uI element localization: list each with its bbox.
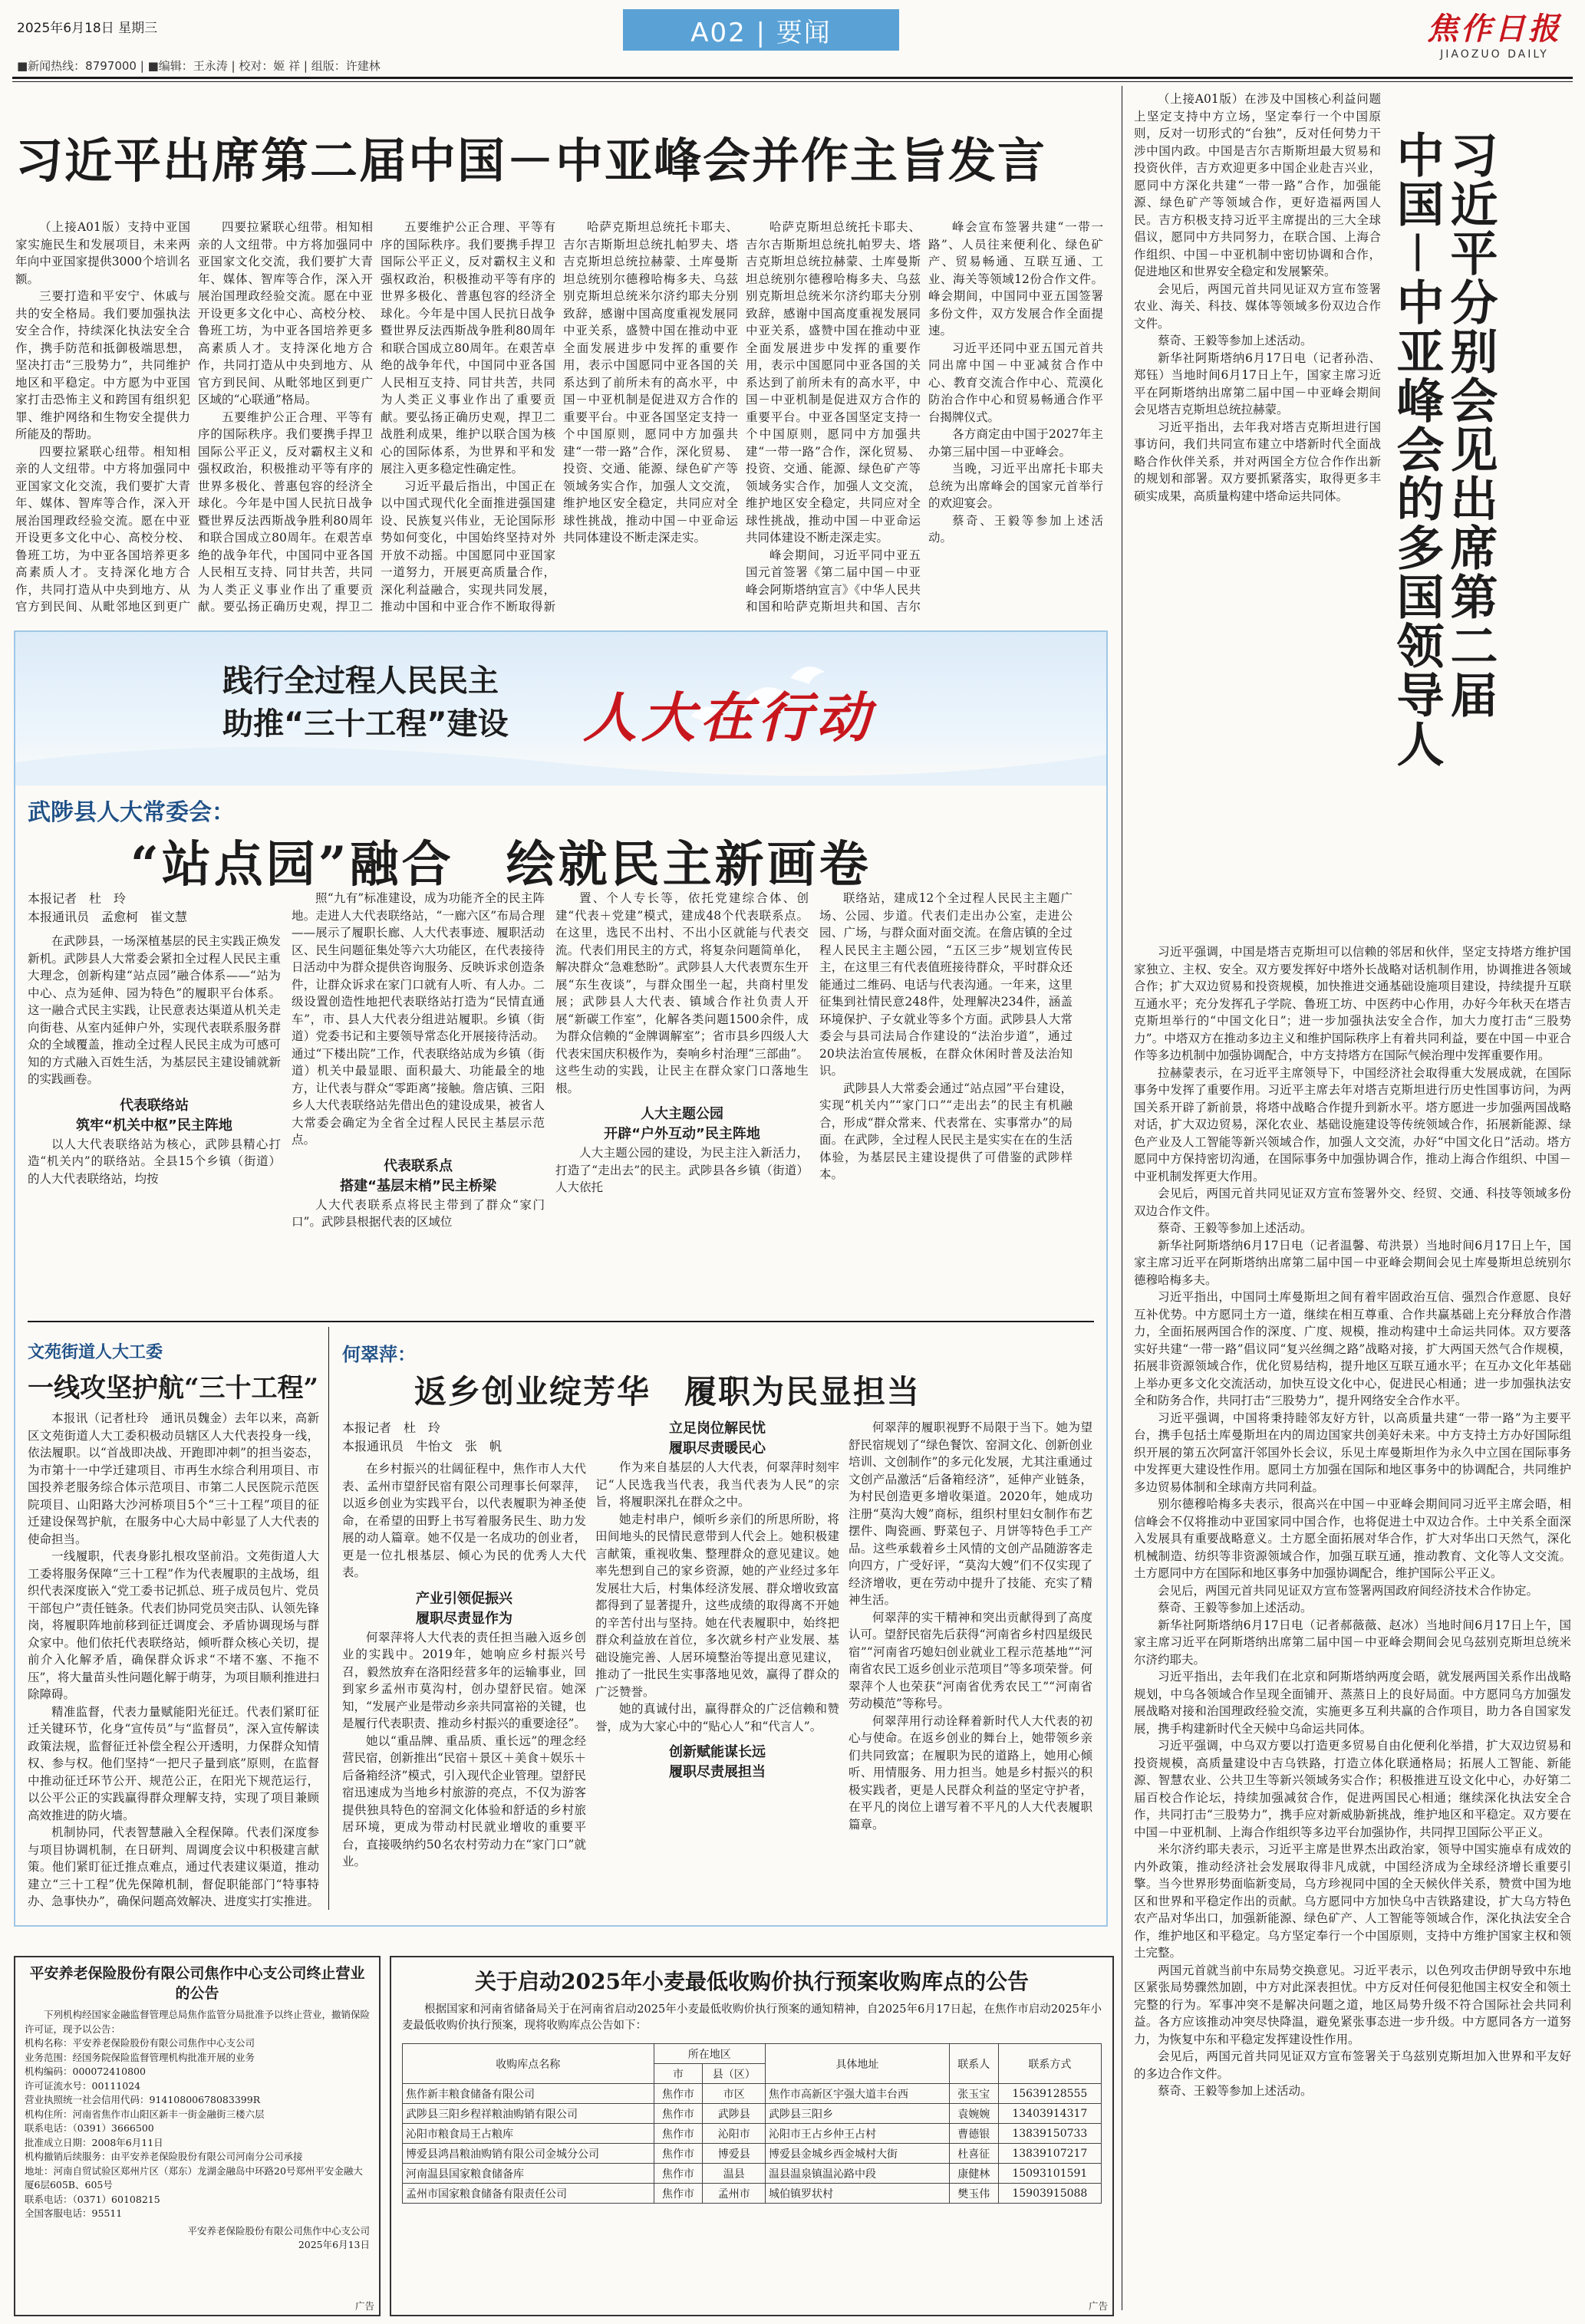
section-subheading: 搭建“基层末梢”民主桥梁: [340, 1177, 496, 1194]
header-rule-thin: [12, 81, 1573, 82]
right-article-paragraph: 习近平强调，中国将秉持睦邻友好方针，以高质量共建“一带一路”为主要平台，携手包括土库曼斯坦在内的周边国家共创美好未来。中方支持土方办好国际组织开展的第五次阿富汗邻国外长会议，乐见土库曼斯坦作为永久中立国在国际事务中发挥更大建设性作用。愿同土方加强在国际和地区事务中的协调配合，共同维护多边贸易体制和全球南方共同利益。: [1134, 1411, 1571, 1494]
wheat-notice-title: 关于启动2025年小麦最低收购价执行预案收购库点的公告: [475, 1969, 1029, 1994]
right-article-paragraph: 会见后，两国元首共同见证双方宣布签署两国政府间经济技术合作协定。: [1158, 1583, 1539, 1598]
author-line: 本报通讯员 孟愈柯 崔文慧: [28, 910, 188, 924]
table-cell: 孟州市国家粮食储备有限责任公司: [403, 2184, 654, 2204]
hecuiping-column: [342, 1419, 586, 1910]
table-row: [403, 2084, 1102, 2104]
notice-line: 联系电话：（0371）60108215: [25, 2193, 160, 2205]
table-cell: 袁婉婉: [949, 2104, 998, 2124]
ad-tag-right: 广告: [1088, 2299, 1108, 2312]
table-cell: 焦作市: [654, 2184, 703, 2204]
table-cell: 博爱县金城乡西金城村大街: [766, 2144, 950, 2164]
table-cell: 15903915088: [998, 2184, 1101, 2204]
table-cell: 武陟县三阳乡程祥粮油购销有限公司: [403, 2104, 654, 2124]
insurance-notice-ad: [14, 1956, 381, 2316]
hecuiping-paragraph: 何翠萍的履职视野不局限于当下。她为望舒民宿规划了“绿色餐饮、窑洞文化、创新创业培训、文创制作”的多元化发展，尤其注重通过文创产品激活“后备箱经济”，延伸产业链条，为村民创造更多增收渠道。2020年，她成功注册“莫沟大嫂”商标，组织村里妇女制作布艺摆件、陶瓷画、野菜包子、月饼等特色手工产品。这些承载着乡土风情的文创产品随游客走向四方，广受好评，“莫沟大嫂”们不仅实现了经济增收，更在劳动中提升了技能、充实了精神生活。: [849, 1420, 1092, 1607]
author-line: 本报记者 杜 玲: [28, 891, 127, 906]
right-article-paragraph: 会见后，两国元首共同见证双方宣布签署外交、经贸、交通、科技等领域多份双边合作文件。: [1134, 1187, 1571, 1218]
main-article-column: [198, 219, 373, 617]
table-header: 联系人: [949, 2044, 998, 2084]
notice-line: 联系电话：（0391）3666500: [25, 2122, 154, 2134]
section-heading: 产业引领促振兴: [416, 1590, 512, 1607]
table-cell: 博爱县鸿昌粮油购销有限公司金城分公司: [403, 2144, 654, 2164]
right-headline-line1: 习近平分别会见出席第二届: [1442, 130, 1498, 719]
hecuiping-paragraph: 何翠萍的实干精神和突出贡献得到了高度认可。望舒民宿先后获得“河南省乡村四星级民宿”“河南省巧媳妇创业就业工程示范基地”“河南省农民工返乡创业示范项目”等多项荣誉。何翠萍个人也荣获“河南省优秀农民工”“河南省劳动模范”等称号。: [849, 1610, 1092, 1710]
feature-paragraph: 联络站，建成12个全过程人民民主主题广场、公园、步道。代表们走出办公室，走进公园、广场，与群众面对面交流。在詹店镇的全过程人民民主主题公园，“五区三步”规划宣传民主，在这里三有代表值班接待群众，平时群众还能通过二维码、电话与代表沟通。一年来，这里征集到社情民意248件，处理解决234件，涵盖环境保护、子女就业等多个方面。武陟县人大常委会与县司法局合作建设的“法治步道”，通过20块法治宣传展板，在群众休闲时普及法治知识。: [819, 891, 1073, 1078]
main-article-paragraph: （上接A01版）支持中亚国家实施民生和发展项目，未来两年向中亚国家提供3000个培训名额。: [15, 220, 190, 286]
wheat-notice-ad: [390, 1956, 1114, 2316]
wheat-notice-body: 根据国家和河南省储备局关于在河南省启动2025年小麦最低收购价执行预案的通知精神，自2025年6月17日起，在焦作市启动2025年小麦最低收购价执行预案，现将收购库点公告如下：: [402, 2003, 1102, 2032]
issue-date: 2025年6月18日 星期三: [17, 21, 158, 36]
table-cell: 樊玉伟: [949, 2184, 998, 2204]
main-article-paragraph: 习近平最后指出，中国正在以中国式现代化全面推进强国建设、民族复兴伟业，无论国际形势如何变化，中国始终坚持对外开放不动摇。中国愿同中亚国家一道努力，开展更高质量合作，深化利益融合，实现共同发展，推动中国和中亚合作不断取得新: [381, 479, 555, 614]
table-header: 联系方式: [998, 2044, 1101, 2084]
section-subheading: 履职尽责显作为: [416, 1610, 512, 1627]
main-article-paragraph: 峰会宣布签署共建“一带一路”、人员往来便利化、绿色矿产、贸易畅通、互联互通、工业、海关等领域12份合作文件。峰会期间，中国同中亚五国签署多份文件，双方发展合作全面提速。: [928, 220, 1103, 337]
table-cell: 康健林: [949, 2164, 998, 2184]
table-cell: 焦作市: [654, 2124, 703, 2144]
notice-line: 机构住所：河南省焦作市山阳区新丰一街金融街三楼六层: [25, 2108, 265, 2120]
header-rule: [12, 77, 1573, 79]
main-article-column: [928, 219, 1103, 617]
notice-line: 业务范围：经国务院保险监督管理机构批准开展的业务: [25, 2051, 255, 2063]
table-header: 收购库点名称: [403, 2044, 654, 2084]
right-article-paragraph: 会见后，两国元首共同见证双方宣布签署关于乌兹别克斯坦加入世界和平友好的多边合作文件。: [1134, 2049, 1571, 2081]
notice-line: 营业执照统一社会信用代码：91410800678083399R: [25, 2094, 261, 2105]
right-article-paragraph: 米尔济约耶夫表示，习近平主席是世界杰出政治家，领导中国实施卓有成效的内外政策，推动经济社会发展取得非凡成就，中国经济成为全球经济增长重要引擎。当今世界形势面临新变局，乌方珍视同中国的全天候伙伴关系，赞赏中国为地区和世界和平稳定作出的贡献。乌方愿同中方加快乌中吉铁路建设，扩大乌方特色农产品对华出口，加强新能源、绿色矿产、人工智能等领域合作，深化执法安全合作，维护地区和平稳定。乌方坚定奉行一个中国原则，支持中方维护国家主权和领土完整。: [1134, 1842, 1571, 1960]
feature-headline: “站点园”融合 绘就民主新画卷: [130, 836, 872, 894]
notice-line: 批准成立日期：2008年6月11日: [25, 2136, 163, 2148]
right-article-paragraph: 习近平指出，中国同土库曼斯坦之间有着牢固政治互信、强烈合作意愿、良好互补优势。中方愿同土方一道，继续在相互尊重、合作共赢基础上充分释放合作潜力，全面拓展两国合作的深度、广度、规模，推动构建中土命运共同体。双方要落实好共建“一带一路”倡议同“复兴丝绸之路”战略对接，扩大两国天然气合作规模，拓展非资源领域合作，优化贸易结构，提升地区互联互通水平；在互办文化年基础上举办更多文化交流活动，加快互设文化中心，促进民心相通；进一步加强执法安全和防务合作，共同打击“三股势力”，提升网络安全合作水平。: [1134, 1290, 1571, 1407]
author-line: 本报记者 杜 玲: [342, 1420, 441, 1435]
table-header: 县（区）: [703, 2064, 766, 2084]
wanyuan-paragraph: 一线履职，代表身影扎根攻坚前沿。文苑街道人大工委将服务保障“三十工程”作为代表履职的主战场，组织代表深度嵌入“党工委书记抓总、班子成员包片、党员干部包户”责任链条。代表们协同党员突击队、认领先锋岗，将履职阵地前移到征迁调度会、矛盾协调现场与群众家中。他们依托代表联络站，倾听群众核心关切，提前介入化解矛盾，确保群众诉求“不堵不塞、不拖不压”，将大量苗头性问题化解于萌芽，为项目顺利推进扫除障碍。: [28, 1549, 319, 1701]
main-article-paragraph: 三要打造和平安宁、休戚与共的安全格局。我们要加强执法安全合作，持续深化执法安全合作，携手防范和抵御极端思想，坚决打击“三股势力”，共同维护地区和平稳定。中方愿为中亚国家打击恐怖主义和跨国有组织犯罪、维护网络和生物安全提供力所能及的帮助。: [15, 289, 190, 441]
table-cell: 武陟县: [703, 2104, 766, 2124]
notice-line: 地址：河南自贸试验区郑州片区（郑东）龙湖金融岛中环路20号郑州平安金融大厦6层605B、605号: [25, 2164, 363, 2191]
wanyuan-article: [28, 1410, 319, 1908]
right-article-paragraph: 新华社阿斯塔纳6月17日电（记者温馨、苟洪景）当地时间6月17日上午，国家主席习近平在阿斯塔纳出席第二届中国－中亚峰会期间会见土库曼斯坦总统别尔德穆哈梅多夫。: [1134, 1238, 1571, 1287]
right-article-paragraph: 蔡奇、王毅等参加上述活动。: [1158, 1601, 1313, 1615]
logo-title: 焦作日报: [1427, 11, 1562, 47]
feature-column: [292, 890, 545, 1312]
main-article-paragraph: 四要拉紧联心纽带。相知相亲的人文纽带。中方将加强同中亚国家文化交流，我们要扩大青年、媒体、智库等合作，深入开展治国理政经验交流。愿在中亚开设更多文化中心、高校分校、鲁班工坊，为中亚各国培养更多高素质人才。支持深化地方合作，共同打造从中央到地方、从官方到民间、从毗邻地区到更广: [15, 444, 190, 614]
right-article-paragraph: 新华社阿斯塔纳6月17日电（记者孙浩、郑钰）当地时间6月17日上午，国家主席习近平在阿斯塔纳出席第二届中国－中亚峰会期间会见塔吉克斯坦总统拉赫蒙。: [1134, 351, 1381, 416]
main-article-column: [15, 219, 190, 617]
hecuiping-column: [595, 1419, 839, 1910]
editor-byline: ■新闻热线：8797000 | ■编辑：王永涛 | 校对：姬 祥 | 组版：许建林: [17, 59, 381, 73]
right-article-column-top: [1134, 91, 1381, 942]
table-cell: 13839150733: [998, 2124, 1101, 2144]
table-cell: 曹德银: [949, 2124, 998, 2144]
feature-banner-script: 人大在行动: [583, 686, 875, 749]
feature-paragraph: 在武陟县，一场深植基层的民主实践正焕发新机。武陟县人大常委会紧扣全过程人民民主重大理念，创新构建“站点园”融合体系——“站为中心、点为延伸、园为特色”的履职平台体系。这一融合式民主实践，让民意表达渠道从机关走向街巷、从室内延伸户外，实现代表联系服务群众的全域覆盖，推动全过程人民民主成为可感可知的方式融入百姓生活，为基层民主建设铺就新的实践画卷。: [28, 934, 281, 1086]
table-cell: 博爱县: [703, 2144, 766, 2164]
right-article-paragraph: 新华社阿斯塔纳6月17日电（记者郝薇薇、赵冰）当地时间6月17日上午，国家主席习近平在阿斯塔纳出席第二届中国－中亚峰会期间会见乌兹别克斯坦总统米尔济约耶夫。: [1134, 1618, 1571, 1667]
section-subheading: 履职尽责展担当: [669, 1764, 766, 1780]
table-row: [403, 2184, 1102, 2204]
right-article-paragraph: 习近平强调，中乌双方要以打造更多贸易自由化便利化举措，扩大双边贸易和投资规模，高质量建设中吉乌铁路，打造立体化联通格局；拓展人工智能、新能源、智慧农业、公共卫生等新兴领域务实合作；积极推进互设文化中心，办好第二届百校合作论坛，持续加强减贫合作，促进两国民心相通；继续深化执法安全合作，共同打击“三股势力”，携手应对新威胁新挑战，维护地区和平稳定。双方要在中国－中亚机制、上海合作组织等多边平台加强协作，共同捍卫国际公平正义。: [1134, 1739, 1571, 1839]
notice-line: 许可证流水号：00111024: [25, 2079, 141, 2092]
table-cell: 城伯镇罗状村: [766, 2184, 950, 2204]
table-cell: 孟州市: [703, 2184, 766, 2204]
feature-column: [819, 890, 1073, 1312]
table-row: [403, 2164, 1102, 2184]
table-cell: 杜喜征: [949, 2144, 998, 2164]
table-cell: 沁阳市粮食局王占粮库: [403, 2124, 654, 2144]
notice-line: 机构编码：000072410800: [25, 2066, 146, 2077]
wanyuan-headline: 一线攻坚护航“三十工程”: [28, 1373, 319, 1404]
newspaper-logo: [1427, 5, 1562, 61]
banner-line-1: 践行全过程人民民主: [222, 663, 499, 699]
table-cell: 焦作新丰粮食储备有限公司: [403, 2084, 654, 2104]
feature-paragraph: 人大代表联系点将民主带到了群众“家门口”。武陟县根据代表的区域位: [292, 1197, 545, 1229]
section-heading: 创新赋能谋长远: [669, 1744, 766, 1760]
right-headline-line2: 中国－中亚峰会的多国领导人: [1389, 130, 1445, 769]
insurance-notice-body: 下列机构经国家金融监督管理总局焦作监管分局批准予以终止营业，撤销保险许可证，现予以公告：: [25, 2009, 371, 2035]
table-cell: 15639128555: [998, 2084, 1101, 2104]
hecuiping-column: [849, 1419, 1092, 1910]
table-cell: 焦作市: [654, 2144, 703, 2164]
table-cell: 沁阳市: [703, 2124, 766, 2144]
section-heading: 人大主题公园: [641, 1106, 723, 1122]
main-article-paragraph: 哈萨克斯坦总统托卡耶夫、吉尔吉斯斯坦总统扎帕罗夫、塔吉克斯坦总统拉赫蒙、土库曼斯坦总统别尔德穆哈梅多夫、乌兹别克斯坦总统米尔济约耶夫分别致辞，感谢中国高度重视发展同中亚关系，盛赞中国在推动中亚全面发展进步中发挥的重要作用，表示中国愿同中亚各国的关系达到了前所未有的高水平，中国－中亚机制是促进双方合作的重要平台。中亚各国坚定支持一个中国原则，愿同中方加强共建“一带一路”合作，深化贸易、投资、交通、能源、绿色矿产等领域务实合作，加强人文交流，维护地区安全稳定，共同应对全球性挑战，推动中国－中亚命运共同体建设不断走深走实。: [746, 220, 921, 545]
table-cell: 沁阳市王占乡仲王占村: [766, 2124, 950, 2144]
right-article-paragraph: 习近平强调，中国是塔吉克斯坦可以信赖的邻居和伙伴，坚定支持塔方维护国家独立、主权、安全。双方要发挥好中塔外长战略对话机制作用，协调推进各领域合作；扩大双边贸易和投资规模，加快推进交通基础设施项目建设，持续提升互联互通水平；充分发挥孔子学院、鲁班工坊、中医药中心作用，办好今年秋天在塔吉克斯坦举行的“中国文化日”；进一步加强执法安全合作，加大力度打击“三股势力”。中塔双方在推动多边主义和维护国际秩序上有着共同利益，要在中国－中亚合作等多边机制中加强协调配合，中方支持塔方在国际气候治理中发挥重要作用。: [1134, 945, 1571, 1062]
wheat-depot-table: [402, 2043, 1102, 2204]
table-cell: 温县: [703, 2164, 766, 2184]
feature-banner: [15, 632, 1106, 785]
section-heading: 代表联系点: [384, 1157, 453, 1174]
main-article-paragraph: 峰会期间，习近平同中亚五国元首签署《第二届中国－中亚峰会阿斯塔纳宣言》《中华人民共和国和哈萨克斯坦共和国、吉尔: [746, 548, 921, 614]
table-cell: 焦作市: [654, 2104, 703, 2124]
main-article-paragraph: 四要拉紧联心纽带。相知相亲的人文纽带。中方将加强同中亚国家文化交流，我们要扩大青年、媒体、智库等合作，深入开展治国理政经验交流。愿在中亚开设更多文化中心、高校分校、鲁班工坊，为中亚各国培养更多高素质人才。支持深化地方合作，共同打造从中央到地方、从官方到民间、从毗邻地区到更广区域的“心联通”格局。: [198, 220, 373, 407]
feature-separator: [28, 1321, 1094, 1322]
hecuiping-kicker: 何翠萍：: [342, 1343, 416, 1365]
table-cell: 温县温泉镇温沁路中段: [766, 2164, 950, 2184]
feature-banner-title: [222, 660, 509, 746]
main-article-paragraph: 习近平还同中亚五国元首共同出席中国－中亚减贫合作中心、教育交流合作中心、荒漠化防治合作中心和贸易畅通合作平台揭牌仪式。: [928, 341, 1103, 424]
right-article-paragraph: 蔡奇、王毅等参加上述活动。: [1158, 1221, 1313, 1235]
table-cell: 焦作市: [654, 2164, 703, 2184]
main-article-paragraph: 当晚，习近平出席托卡耶夫总统为出席峰会的国家元首举行的欢迎宴会。: [928, 462, 1103, 510]
main-article-paragraph: 五要维护公正合理、平等有序的国际秩序。我们要携手捍卫国际公平正义，反对霸权主义和强权政治，积极推动平等有序的世界多极化、普惠包容的经济全球化。今年是中国人民抗日战争暨世界反法西斯战争胜利80周年和联合国成立80周年。在艰苦卓绝的战争年代，中国同中亚各国人民相互支持、同甘共苦，共同为人类正义事业作出了重要贡献。要弘扬正确历史观，捍卫二战胜利成果，维护以联合国为核心的国际体系，为世界和平和发展注入更多稳定性确定性。: [381, 220, 555, 476]
right-article-paragraph: （上接A01版）在涉及中国核心利益问题上坚定支持中方立场，坚定奉行一个中国原则，反对一切形式的“台独”，反对任何势力干涉中国内政。中国是吉尔吉斯斯坦最大贸易和投资伙伴，吉方欢迎更多中国企业赴吉兴业，愿同中方深化共建“一带一路”合作，加强能源、绿色矿产等领域合作，更好造福两国人民。吉方积极支持习近平主席提出的三大全球倡议，愿同中方共同努力，在联合国、上海合作组织、中国－中亚机制中密切协调和合作，促进地区和世界安全稳定和发展繁荣。: [1134, 92, 1381, 278]
section-heading: 代表联络站: [120, 1097, 189, 1114]
main-article-paragraph: 各方商定由中国于2027年主办第三届中国－中亚峰会。: [928, 427, 1103, 459]
main-headline: 习近平出席第二届中国－中亚峰会并作主旨发言: [15, 133, 1047, 189]
right-article-column-bottom: [1134, 943, 1571, 2309]
table-cell: 13839107217: [998, 2144, 1101, 2164]
hecuiping-paragraph: 她以“重品牌、重品质、重长远”的理念经营民宿，创新推出“民宿＋景区＋美食＋娱乐＋后备箱经济”模式，引入现代企业管理。望舒民宿迅速成为当地乡村旅游的亮点，不仅为游客提供独具特色的窑洞文化体验和舒适的乡村旅居环境，更成为带动村民就业增收的重要平台，直接吸纳约50名农村劳动力在“家门口”就业。: [342, 1733, 586, 1868]
table-cell: 15093101591: [998, 2164, 1101, 2184]
hecuiping-paragraph: 何翠萍将人大代表的责任担当融入返乡创业的实践中。2019年，她响应乡村振兴号召，毅然放弃在洛阳经营多年的运输事业，回到家乡孟州市莫沟村，创办望舒民宿。她深知，“发展产业是带动乡亲共同富裕的关键，也是履行代表职责、推动乡村振兴的重要途径”。: [342, 1630, 586, 1730]
right-article-paragraph: 蔡奇、王毅等参加上述活动。: [1158, 334, 1313, 347]
feature-paragraph: 人大主题公园的建设，为民主注入新活力，打造了“走出去”的民主。武陟县各乡镇（街道）人大依托: [555, 1146, 809, 1194]
hecuiping-paragraph: 在乡村振兴的壮阔征程中，焦作市人大代表、孟州市望舒民宿有限公司理事长何翠萍，以返乡创业为实践平台，以代表履职为神圣使命，在希望的田野上书写着服务民生、助力发展的动人篇章。她不仅是一名成功的创业者，更是一位扎根基层、倾心为民的优秀人大代表。: [342, 1462, 586, 1579]
feature-kicker: 武陟县人大常委会：: [28, 799, 235, 826]
feature-paragraph: 武陟县人大常委会通过“站点园”平台建设，实现“机关内”“家门口”“走出去”的民主有机融合，形成“群众常来、代表常在、实事常办”的局面。在武陟，全过程人民民主是实实在在的生活体验，为基层民主建设提供了可借鉴的武陟样本。: [819, 1081, 1073, 1181]
main-article-column: [746, 219, 921, 617]
hecuiping-paragraph: 她的真诚付出，赢得群众的广泛信赖和赞誉，成为大家心中的“贴心人”和“代言人”。: [595, 1702, 839, 1733]
hecuiping-paragraph: 她走村串户，倾听乡亲们的所思所盼，将田间地头的民情民意带到人代会上。她积极建言献策，重视收集、整理群众的意见建议。她率先想到自己的家乡资源，她的产业经过多年发展壮大后，村集体经济发展、群众增收致富都得到了显著提升，这些成绩的取得离不开她的辛苦付出与坚持。她在代表履职中，始终把群众利益放在首位，多次就乡村产业发展、基础设施完善、人居环境整治等提出意见建议，推动了一批民生实事落地见效，赢得了群众的广泛赞誉。: [595, 1512, 839, 1699]
right-article-paragraph: 会见后，两国元首共同见证双方宣布签署农业、海关、科技、媒体等领域多份双边合作文件。: [1134, 281, 1381, 331]
feature-paragraph: 置、个人专长等，依托党建综合体、创建“代表＋党建”模式，建成48个代表联系点。在这里，选民不出村、不出小区就能与代表交流。代表们用民主的方式，将复杂问题简单化，解决群众“急难愁盼”。武陟县人大代表贾东生开展“东生夜谈”，与群众围坐一起，共商村里发展；武陟县人大代表、镇域合作社负责人开展“新碳工作室”，化解各类问题1500余件，成为群众信赖的“金牌调解室”；省市县乡四级人大代表宋国庆积极作为，奏响乡村治理“三部曲”。这些生动的实践，让民主在群众家门口落地生根。: [555, 891, 809, 1095]
feature-column: [28, 890, 281, 1312]
table-cell: 焦作市: [654, 2084, 703, 2104]
logo-subtitle: JIAOZUO DAILY: [1440, 48, 1549, 61]
table-row: [403, 2104, 1102, 2124]
table-cell: 13403914317: [998, 2104, 1101, 2124]
table-cell: 市区: [703, 2084, 766, 2104]
main-article-paragraph: 哈萨克斯坦总统托卡耶夫、吉尔吉斯斯坦总统扎帕罗夫、塔吉克斯坦总统拉赫蒙、土库曼斯坦总统别尔德穆哈梅多夫、乌兹别克斯坦总统米尔济约耶夫分别致辞，感谢中国高度重视发展同中亚关系，盛赞中国在推动中亚全面发展进步中发挥的重要作用，表示中国愿同中亚各国的关系达到了前所未有的高水平，中国－中亚机制是促进双方合作的重要平台。中亚各国坚定支持一个中国原则，愿同中方加强共建“一带一路”合作，深化贸易、投资、交通、能源、绿色矿产等领域务实合作，加强人文交流，维护地区安全稳定，共同应对全球性挑战，推动中国－中亚命运共同体建设不断走深走实。: [563, 220, 738, 545]
dove-decoration-icon: [15, 632, 1106, 785]
feature-authors: [28, 890, 281, 927]
section-heading: 立足岗位解民忧: [669, 1420, 766, 1437]
table-cell: 焦作市高新区宇强大道丰台西: [766, 2084, 950, 2104]
author-line: 本报通讯员 牛怡文 张 帆: [342, 1439, 503, 1453]
notice-line: 机构名称：平安养老保险股份有限公司焦作中心支公司: [25, 2037, 255, 2049]
right-article-paragraph: 两国元首就当前中东局势交换意见。习近平表示，以色列攻击伊朗导致中东地区紧张局势骤然加剧，中方对此深表担忧。中方反对任何侵犯他国主权安全和领土完整的行为。军事冲突不是解决问题之道，地区局势升级不符合国际社会共同利益。各方应该推动冲突尽快降温，避免紧张事态进一步升级。中方愿同各方一道努力，为恢复中东和平稳定发挥建设性作用。: [1134, 1963, 1571, 2046]
section-subheading: 筑牢“机关中枢”民主阵地: [76, 1117, 232, 1134]
feature-paragraph: 以人大代表联络站为核心，武陟县精心打造“机关内”的联络站。全县15个乡镇（街道）的人大代表联络站，均按: [28, 1137, 281, 1186]
table-cell: 武陟县三阳乡: [766, 2104, 950, 2124]
feature-column: [555, 890, 809, 1312]
wanyuan-paragraph: 精准监督，代表力量赋能阳光征迁。代表们紧盯征迁关键环节，化身“宣传员”与“监督员”，深入宣传解读政策法规，监督征迁补偿全程公开透明，力保群众知情权、参与权。他们坚持“一把尺子量到底”原则，在监督中推动征迁环节公开、规范公正，在阳光下规范运行，以公平公正的实践赢得群众理解支持，实现了项目兼顾高效推进的防火墙。: [28, 1704, 319, 1822]
banner-line-2: 助推“三十工程”建设: [222, 706, 509, 742]
insurance-notice-sign: 平安养老保险股份有限公司焦作中心支公司: [187, 2224, 370, 2237]
table-row: [403, 2144, 1102, 2164]
right-article-paragraph: 习近平指出，去年我们在北京和阿斯塔纳两度会晤，就发展两国关系作出战略规划，中乌各领域合作呈现全面铺开、蒸蒸日上的良好局面。中方愿同乌方加强发展战略对接和治国理政经验交流，实施更多互利共赢的合作项目，助力各自国家发展，携手构建新时代全天候中乌命运共同体。: [1134, 1670, 1571, 1736]
wanyuan-kicker: 文苑街道人大工委: [28, 1342, 163, 1362]
table-cell: 张玉宝: [949, 2084, 998, 2104]
hecuiping-headline: 返乡创业绽芳华 履职为民显担当: [414, 1373, 921, 1411]
main-article-paragraph: 蔡奇、王毅等参加上述活动。: [928, 513, 1103, 545]
main-article-column: [381, 219, 555, 617]
section-badge: A02 | 要闻: [623, 9, 899, 51]
insurance-notice-title: 平安养老保险股份有限公司焦作中心支公司终止营业的公告: [29, 1965, 365, 2002]
table-row: [403, 2124, 1102, 2144]
feature-inner-divider: [328, 1327, 329, 1910]
main-article-paragraph: 五要维护公正合理、平等有序的国际秩序。我们要携手捍卫国际公平正义，反对霸权主义和强权政治，积极推动平等有序的世界多极化、普惠包容的经济全球化。今年是中国人民抗日战争暨世界反法西斯战争胜利80周年和联合国成立80周年。在艰苦卓绝的战争年代，中国同中亚各国人民相互支持、同甘共苦，共同为人类正义事业作出了重要贡献。要弘扬正确历史观，捍卫二: [198, 410, 373, 614]
feature-paragraph: 照“九有”标准建设，成为功能齐全的民主阵地。走进人大代表联络站，“一廊六区”布局合理——展示了履职长廊、人大代表事迹、履职活动区、民生问题征集处等六大功能区，在代表接待日活动中为群众提供咨询服务、反映诉求创造条件，让群众诉求在家门口就有人听、有人办。二级设置创造性地把代表联络站打造为“民情直通车”，市、县人大代表分组进站履职。乡镇（街道）党委书记和主要领导常态化开展接待活动。通过“下楼出院”工作，代表联络站成为乡镇（街道）机关中最显眼、面积最大、功能最全的地方，让代表与群众“零距离”接触。詹店镇、三阳乡人大代表联络站先借出色的建设成果，被省人大常委会确定为全省全过程人民民主基层示范点。: [292, 891, 545, 1147]
notice-line: 机构撤销后续服务：由平安养老保险股份有限公司河南分公司承接: [25, 2151, 303, 2162]
section-subheading: 开辟“户外互动”民主阵地: [604, 1126, 760, 1142]
section-subheading: 履职尽责暖民心: [669, 1440, 766, 1457]
table-header: 市: [654, 2064, 703, 2084]
right-article-paragraph: 习近平指出，去年我对塔吉克斯坦进行国事访问，我们共同宣布建立中塔新时代全面战略合作伙伴关系，并对两国全方位合作作出新的规划和部署。双方要抓紧落实，取得更多丰硕实成果，高质量构建中塔命运共同体。: [1134, 420, 1381, 503]
insurance-notice-date: 2025年6月13日: [298, 2239, 370, 2250]
right-article-paragraph: 蔡奇、王毅等参加上述活动。: [1158, 2084, 1313, 2098]
hecuiping-paragraph: 何翠萍用行动诠释着新时代人大代表的初心与使命。在返乡创业的舞台上，她带领乡亲们共同致富；在履职为民的道路上，她用心倾听、用情服务、用力担当。她是乡村振兴的积极实践者，更是人民群众利益的坚定守护者，在平凡的岗位上谱写着不平凡的人大代表履职篇章。: [849, 1713, 1092, 1832]
insurance-notice-lines: [25, 2036, 370, 2221]
ad-tag-left: 广告: [354, 2299, 374, 2312]
right-article-paragraph: 拉赫蒙表示，在习近平主席领导下，中国经济社会取得重大发展成就，在国际事务中发挥了重要作用。习近平主席去年对塔吉克斯坦进行历史性国事访问，为两国关系开辟了新前景，将塔中战略合作提升到新水平。塔方愿进一步加强两国战略对话，扩大双边贸易，深化农业、基础设施建设等传统领域合作，拓展新能源、绿色产业及人工智能等新兴领域合作，加强人文交流，办好“中国文化日”活动。塔方愿同中方保持密切沟通，在国际事务中加强协调合作，推动上海合作组织、中国－中亚机制发挥更大作用。: [1134, 1065, 1571, 1183]
notice-line: 全国客服电话：95511: [25, 2207, 123, 2219]
main-article-column: [563, 219, 738, 617]
right-article-paragraph: 别尔德穆哈梅多夫表示，很高兴在中国－中亚峰会期间同习近平主席会晤，相信峰会不仅将推动中亚国家同中国合作，也将促进土中双边合作。土中关系全面深入发展具有重要战略意义。土方愿全面拓展对华合作，扩大对华出口天然气，深化机械制造、纺织等非资源领域合作，加强互联互通，推动教育、文化等人文交流。土方愿同中方在国际和地区事务中加强协调配合，维护国际公平正义。: [1134, 1497, 1571, 1580]
wanyuan-paragraph: 本报讯（记者杜玲 通讯员魏金）去年以来，高新区文苑街道人大工委积极动员辖区人大代表投身一线，依法履职。以“首战即决战、开跑即冲刺”的担当姿态，为市第十一中学迁建项目、市再生水综合利用项目、市国投养老服务综合体示范项目、市第二人民医院示范医院项目、山阳路大沙河桥项目5个“三十工程”项目的征迁建设保驾护航，在服务中心大局中彰显了人大代表的使命担当。: [28, 1411, 319, 1546]
hecuiping-paragraph: 作为来自基层的人大代表，何翠萍时刻牢记“人民选我当代表，我当代表为人民”的宗旨，将履职深扎在群众之中。: [595, 1460, 839, 1509]
table-cell: 河南温县国家粮食储备库: [403, 2164, 654, 2184]
hecuiping-authors: [342, 1419, 586, 1456]
table-header-group: 所在地区: [654, 2044, 766, 2064]
table-header: 具体地址: [766, 2044, 950, 2084]
wanyuan-paragraph: 机制协同，代表智慧融入全程保障。代表们深度参与项目协调机制，在日研判、周调度会议中积极建言献策。他们紧盯征迁推点难点，通过代表建议渠道，推动建立“三十工程”优先保障机制，督促职能部门“特事特办、急事快办”，确保问题高效解决、进度实打实推进。: [28, 1825, 319, 1908]
